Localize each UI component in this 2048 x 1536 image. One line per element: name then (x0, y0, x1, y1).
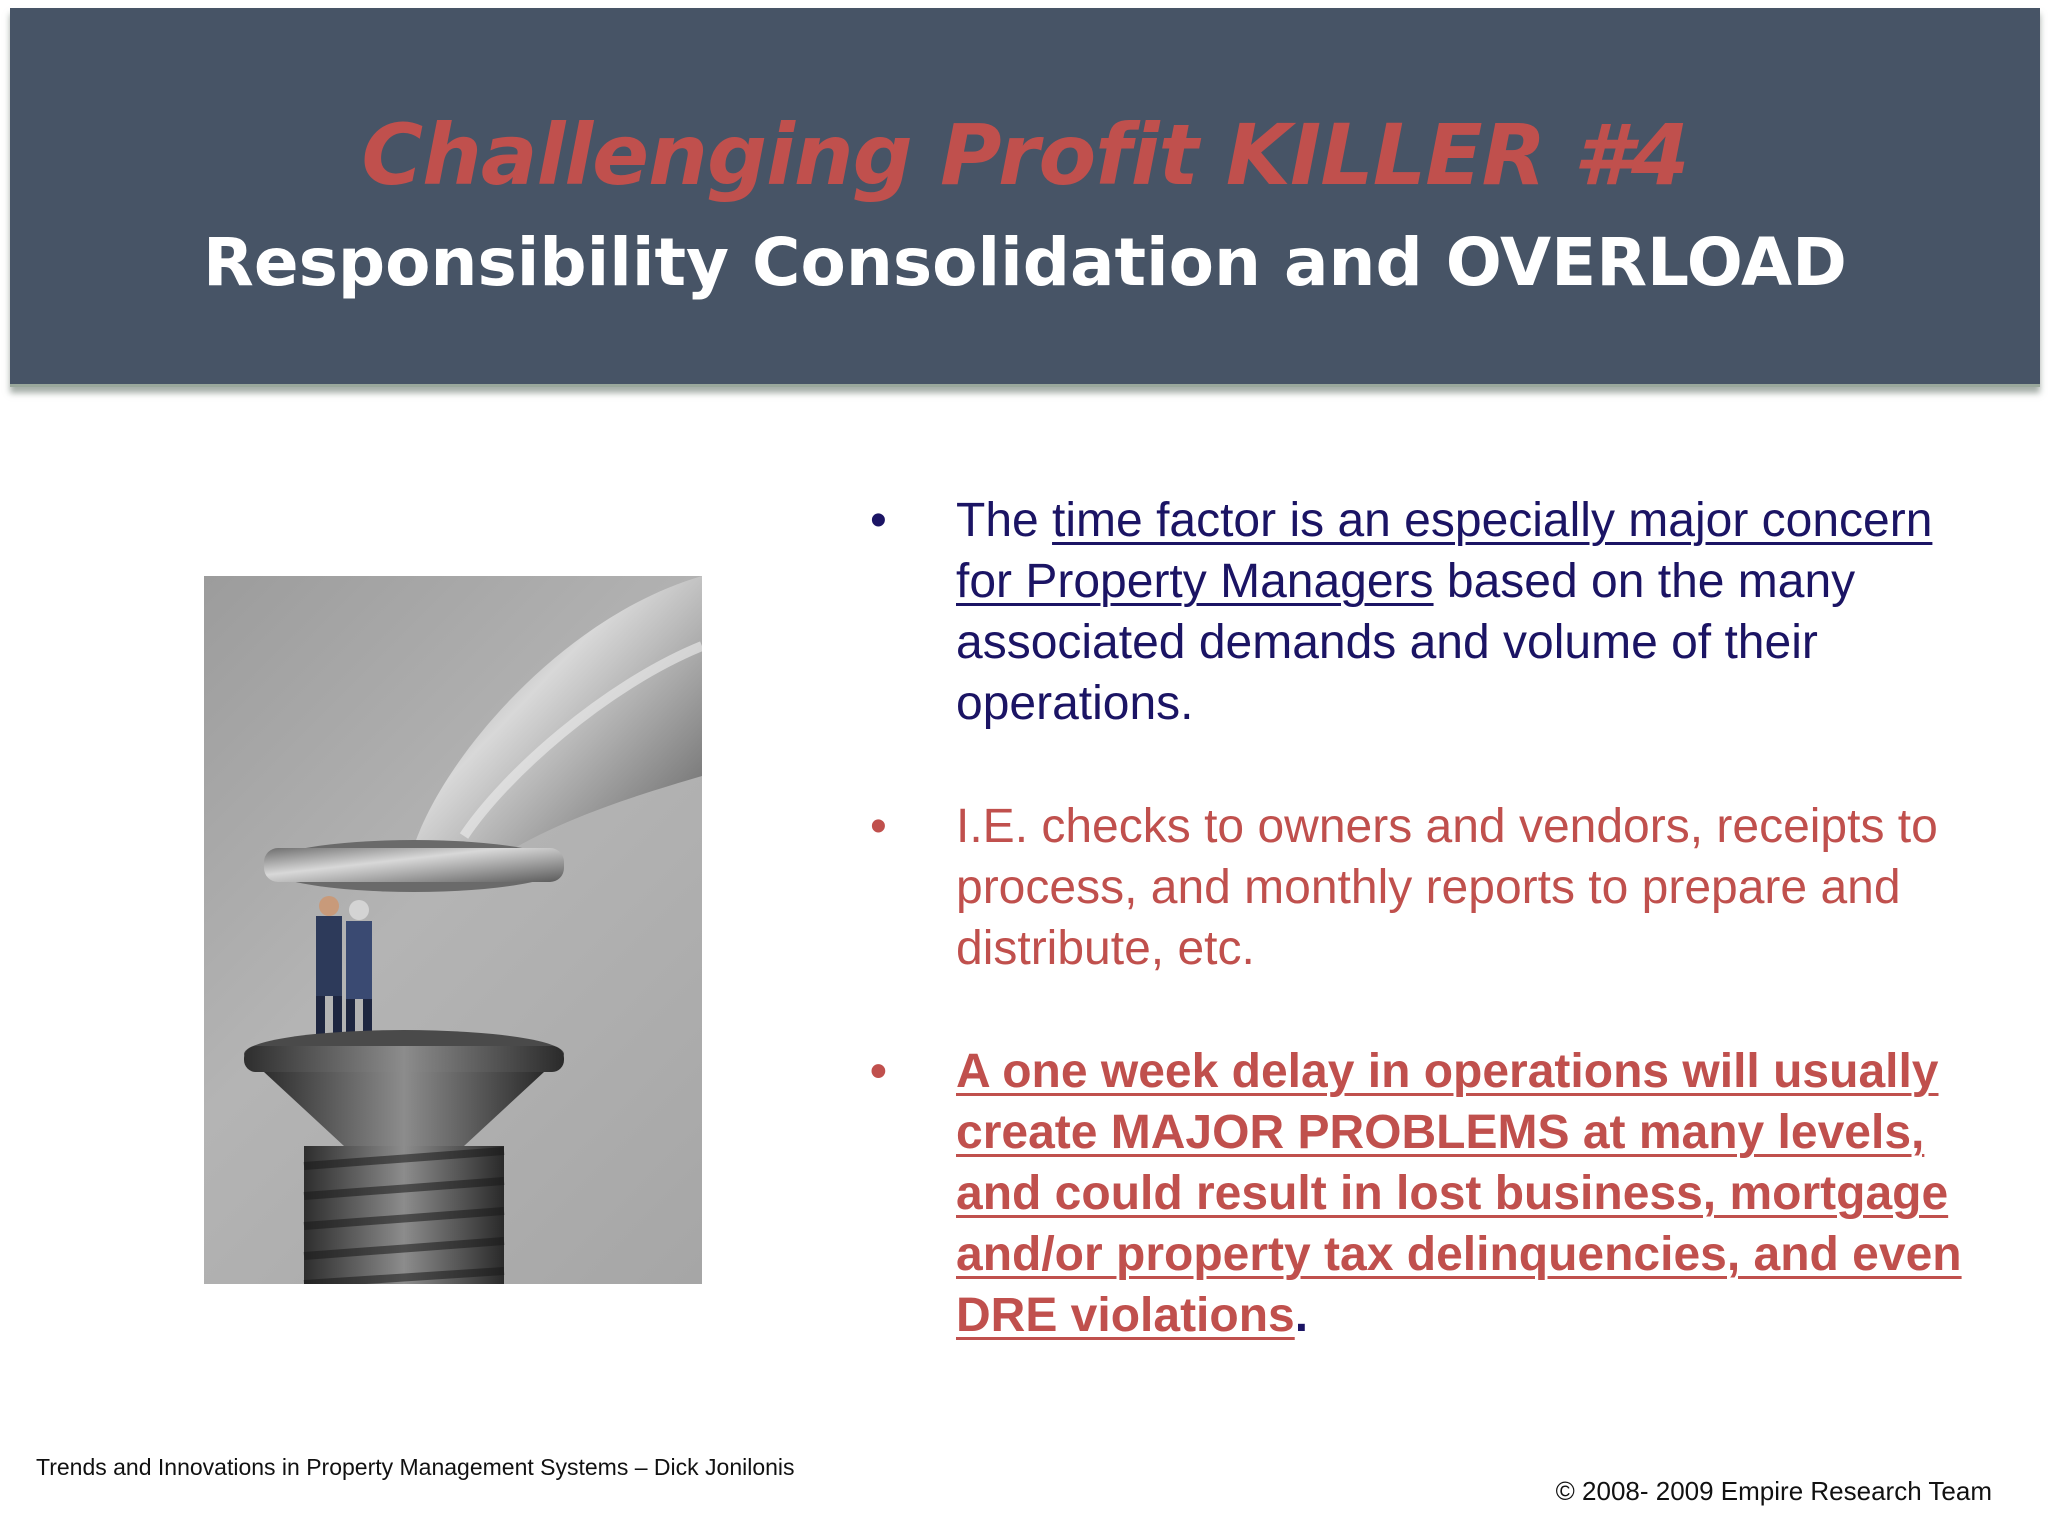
footer-presentation-credit: Trends and Innovations in Property Management Systems – Dick Jonilonis (36, 1454, 795, 1480)
bullet-item-time-factor (870, 490, 2000, 734)
bullet-text-pre: The (956, 494, 1053, 547)
bullet-marker: • (870, 800, 887, 853)
bullet-marker: • (870, 494, 887, 547)
bullet-item-delay-warning (870, 1041, 2000, 1346)
bullet-text-underlined: A one week delay in operations will usually create MAJOR PROBLEMS at many levels, and could result in lost business, mortgage and/or property tax delinquencies, and even DRE violations (956, 1045, 1962, 1342)
slide-subtitle: Responsibility Consolidation and OVERLOAD (203, 224, 1847, 301)
clamp-businessmen-photo (204, 576, 702, 1284)
slide-title: Challenging Profit KILLER #4 (361, 106, 1689, 204)
bullet-marker: • (870, 1045, 887, 1098)
footer-copyright: © 2008- 2009 Empire Research Team (1555, 1476, 1992, 1506)
bullet-list (870, 490, 2000, 1346)
title-banner (10, 8, 2040, 387)
bullet-text-underlined: time factor is an especially major concern for Property Managers (956, 494, 1933, 608)
bullet-text-post: based on the many associated demands and volume of their operations. (956, 555, 1856, 730)
bullet-text-end: . (1294, 1289, 1309, 1342)
bullet-text: I.E. checks to owners and vendors, receipts to process, and monthly reports to prepare and distribute, etc. (956, 800, 1938, 975)
bullet-item-examples (870, 796, 2000, 979)
